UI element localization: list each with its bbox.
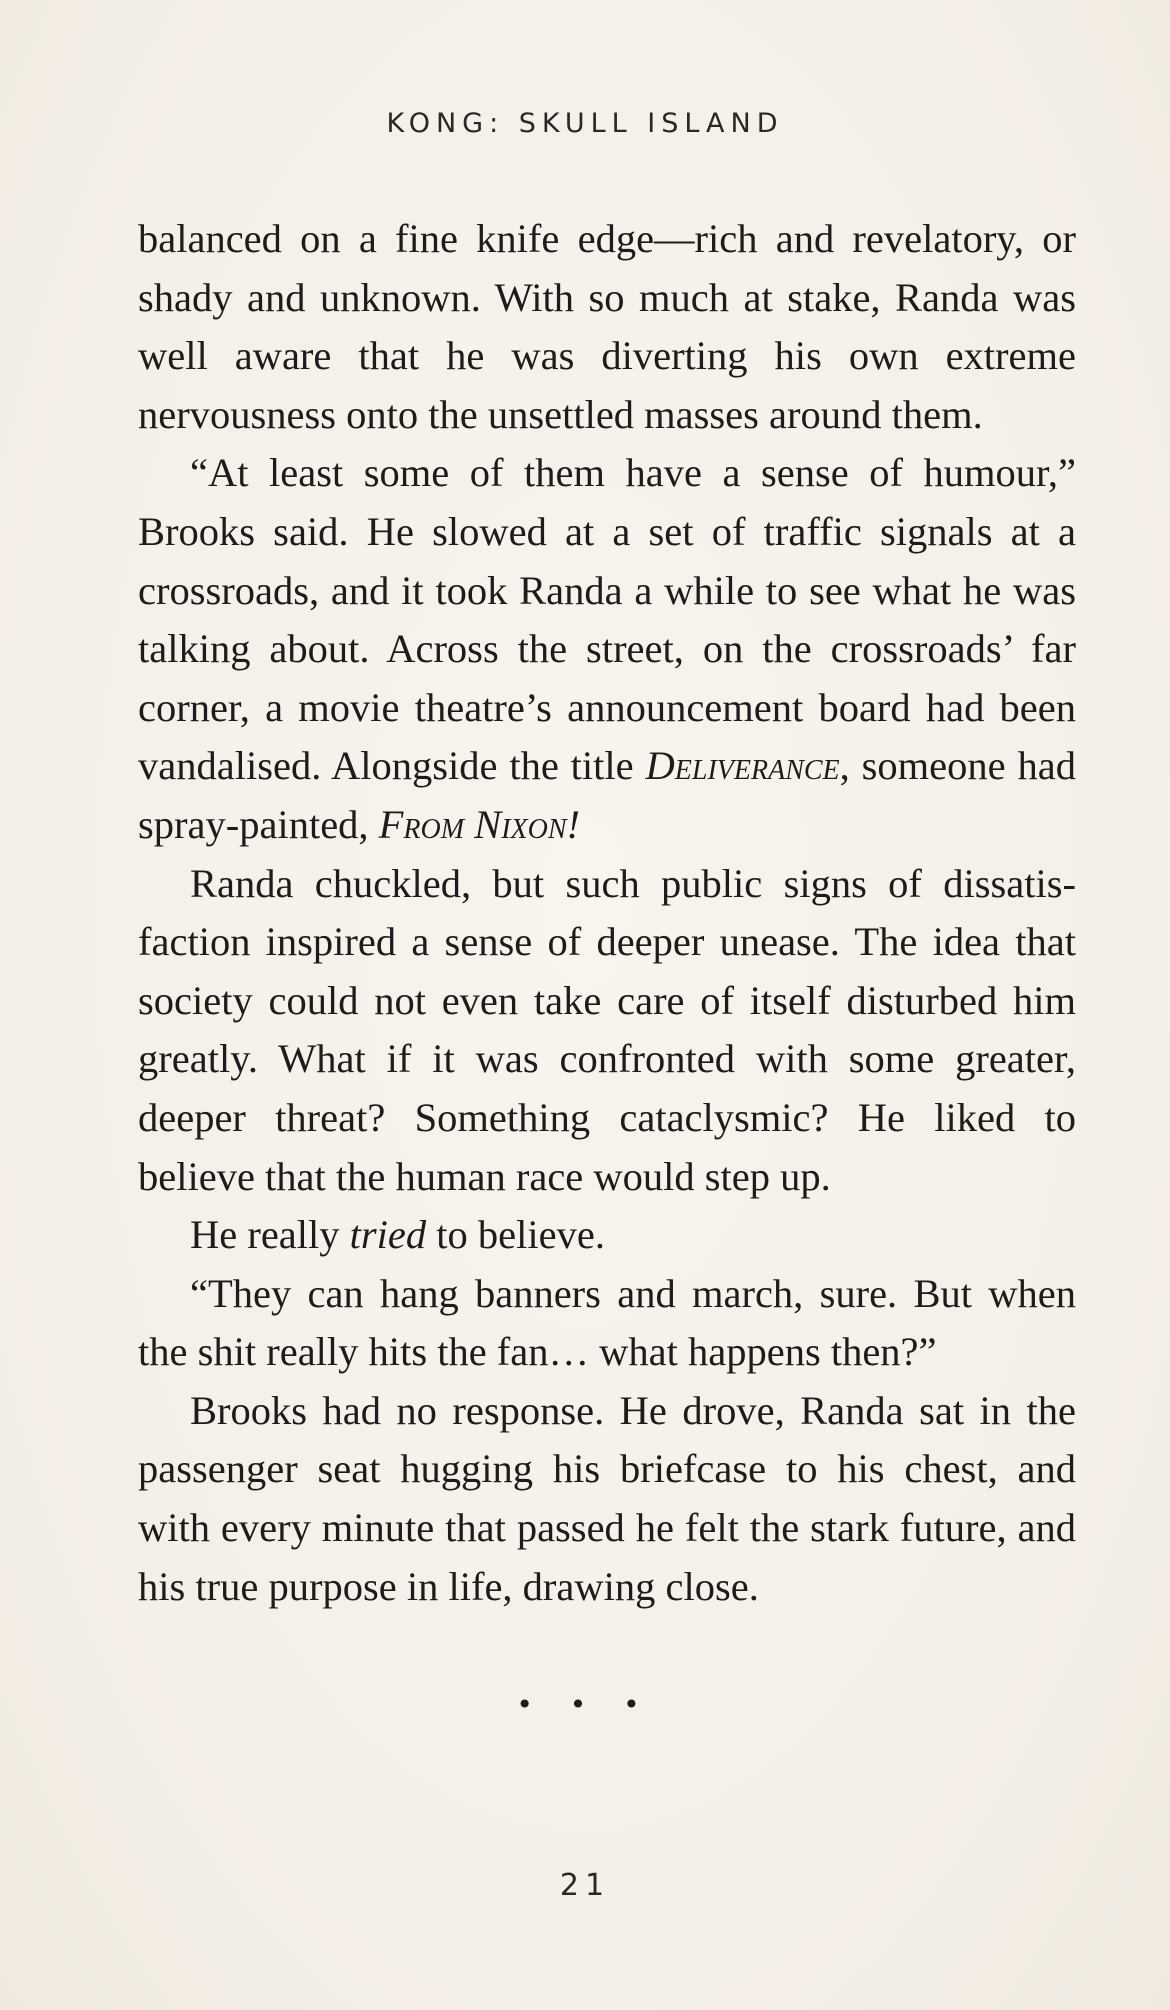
running-header-title: KONG: SKULL ISLAND (386, 108, 784, 139)
paragraph-3: Randa chuckled, but such public signs of dissatisfaction inspired a sense of deeper unease. The idea that society could not even take care of itself disturbed him greatly. What if it was confronted with some greater, deeper threat? Something cataclysmic? He liked to believe that the human race would step up. (138, 860, 1076, 1199)
paragraph-1: balanced on a fine knife edge—rich and revelatory, or shady and unknown. With so much at stake, Randa was well aware that he was diverting his own extreme nervousness onto the unsettled masses around them. (138, 216, 1076, 437)
body-text (138, 210, 1076, 1616)
paragraph-5: “They can hang banners and march, sure. But when the shit really hits the fan… what happens then?” (138, 1270, 1076, 1375)
paragraph-2 (138, 444, 1076, 854)
page-number: 21 (559, 1868, 611, 1903)
film-title-deliverance: Deliverance (645, 743, 840, 789)
paragraph-4 (138, 1206, 1076, 1265)
paragraph-6: Brooks had no response. He drove, Randa sat in the passenger seat hugging his briefcase to his chest, and with every minute that passed he felt the stark future, and his true purpose in life, drawing close. (138, 1387, 1076, 1609)
section-break-ornament: • • • (516, 1688, 654, 1721)
graffiti-text: From Nixon! (378, 801, 581, 847)
paragraph-2-text-a: “At least some of them have a sense of humour,” Brooks said. He slowed at a set of traffic signals at a crossroads, and it took Randa a while to see what he was talking about. Across the street, on the crossroads’ far corner, a movie theatre’s announcement board had been vandalised. Alongside the title (138, 450, 1076, 789)
emphasis-tried: tried (349, 1212, 427, 1258)
paragraph-4-text-b: to believe. (426, 1212, 605, 1258)
paragraph-2-text-b: , someone had spray-painted, (138, 743, 1076, 847)
paragraph-4-text-a: He really (190, 1212, 350, 1258)
